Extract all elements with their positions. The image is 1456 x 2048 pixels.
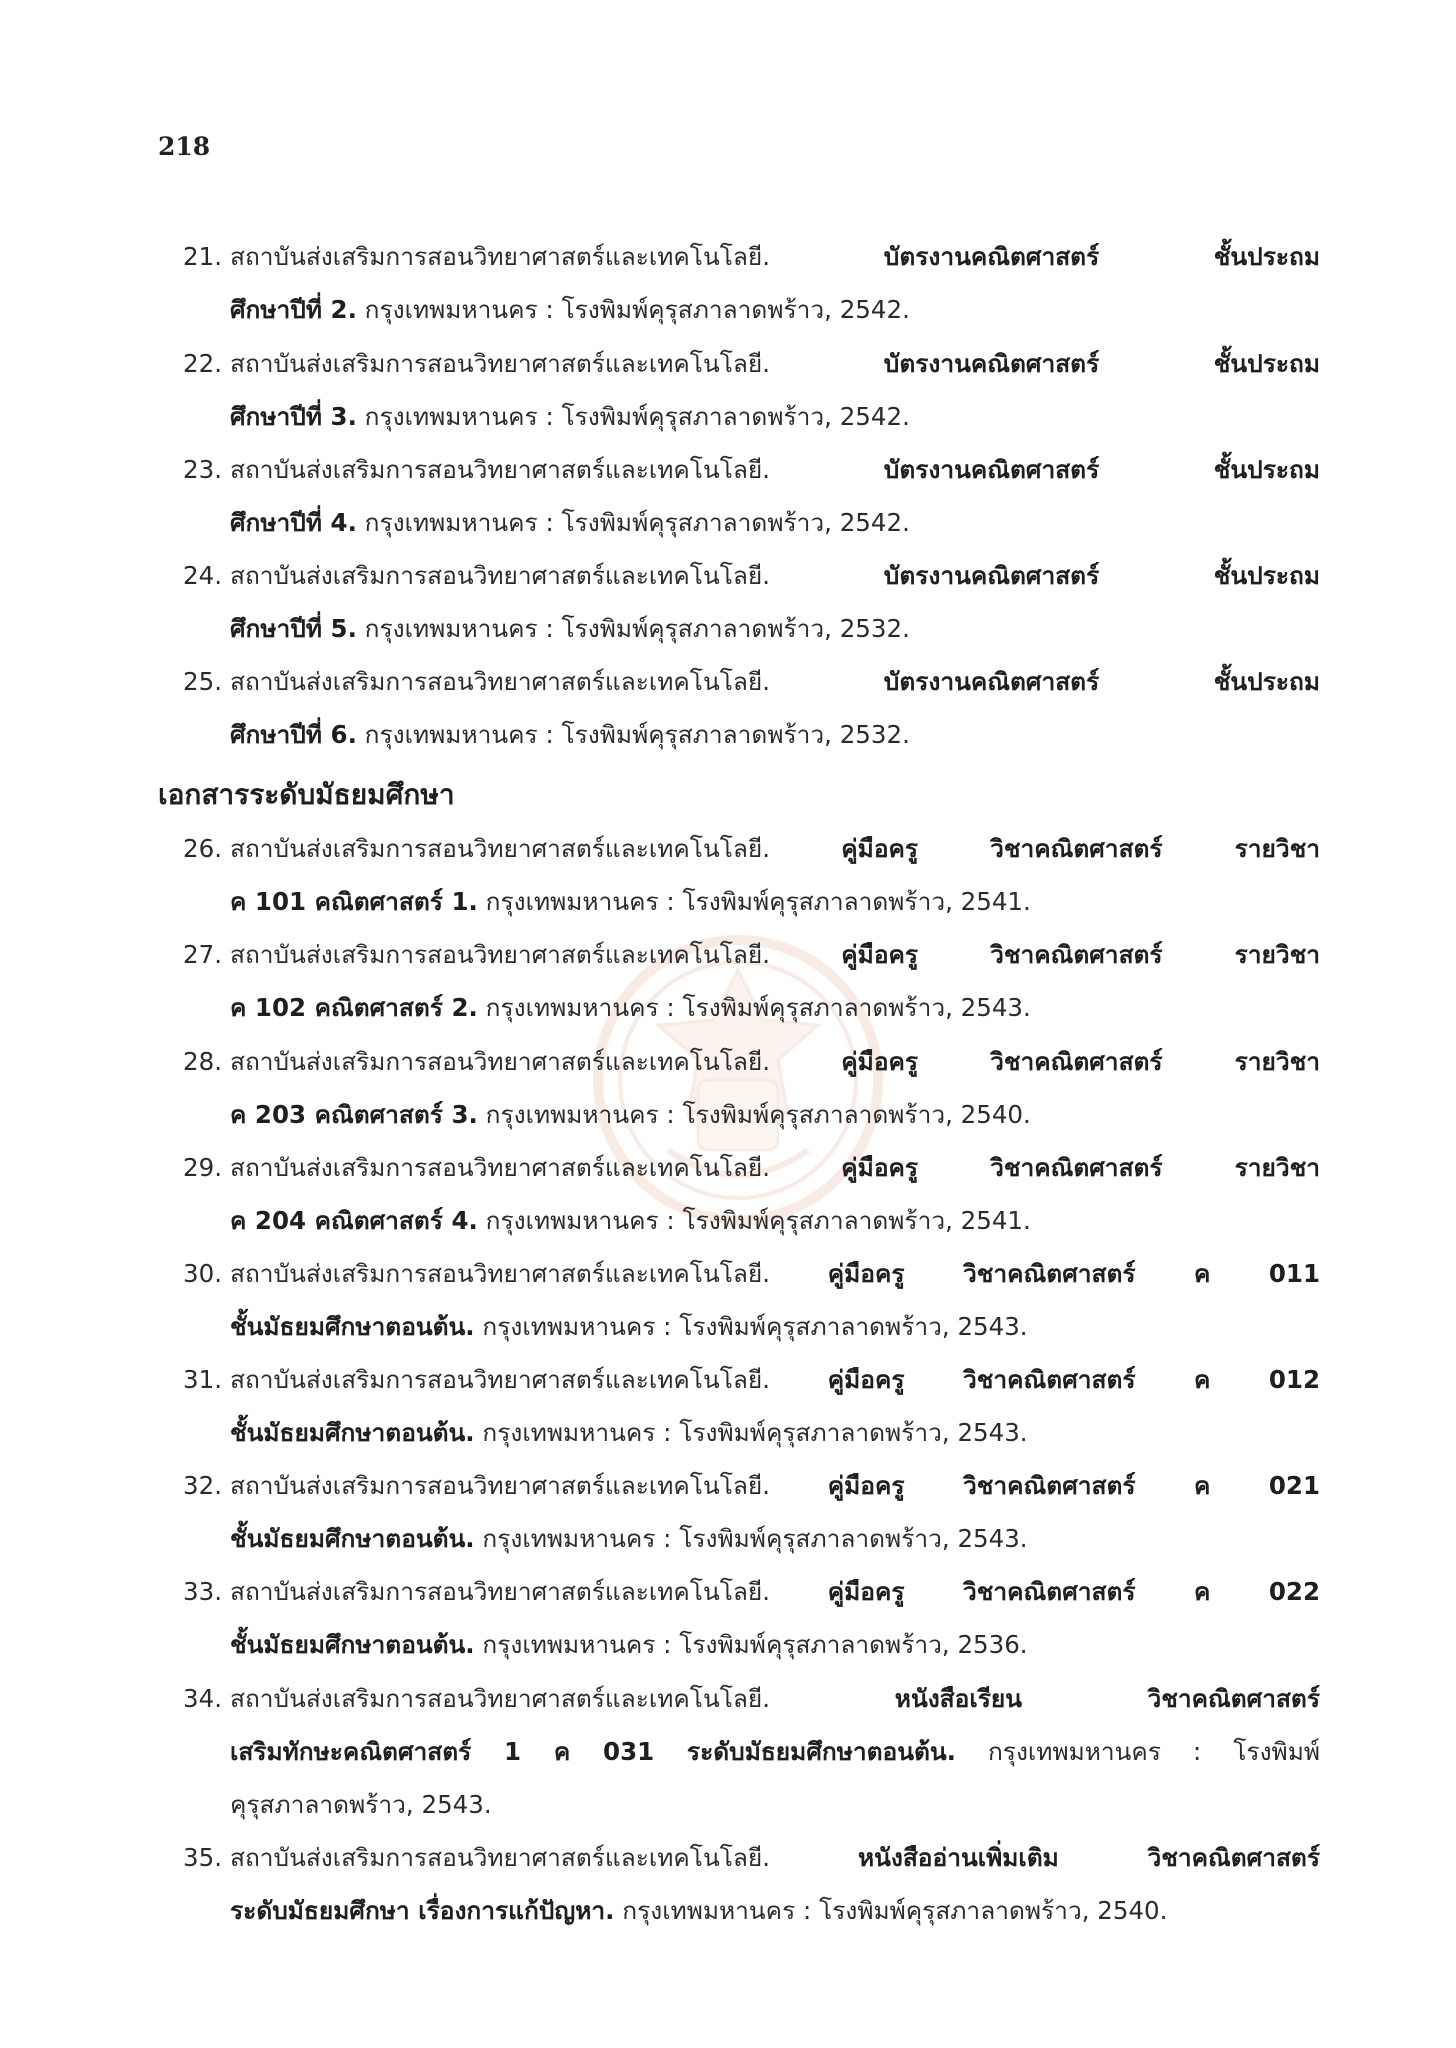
- list-item: [170, 1672, 1320, 1831]
- reference-title: คู่มือครู วิชาคณิตศาสตร์ ค 022: [827, 1577, 1320, 1606]
- reference-title-cont: ค 203 คณิตศาสตร์ 3.: [230, 1100, 478, 1129]
- reference-number: 29.: [183, 1153, 222, 1182]
- reference-title: บัตรงานคณิตศาสตร์ ชั้นประถม: [883, 455, 1320, 484]
- reference-number: 30.: [183, 1259, 222, 1288]
- reference-title: หนังสืออ่านเพิ่มเติม วิชาคณิตศาสตร์: [857, 1843, 1320, 1872]
- reference-publisher: สถาบันส่งเสริมการสอนวิทยาศาสตร์และเทคโนโลยี.: [230, 1843, 858, 1872]
- list-item: [170, 230, 1320, 336]
- reference-number: 25.: [183, 667, 222, 696]
- reference-publisher: สถาบันส่งเสริมการสอนวิทยาศาสตร์และเทคโนโลยี.: [230, 455, 884, 484]
- reference-title-cont: ศึกษาปีที่ 4.: [230, 508, 357, 537]
- reference-title: คู่มือครู วิชาคณิตศาสตร์ ค 021: [827, 1471, 1320, 1500]
- reference-imprint: กรุงเทพมหานคร : โรงพิมพ์คุรุสภาลาดพร้าว, 2542.: [356, 508, 910, 537]
- reference-imprint: กรุงเทพมหานคร : โรงพิมพ์คุรุสภาลาดพร้าว, 2532.: [356, 720, 910, 749]
- reference-number: 22.: [183, 349, 222, 378]
- section-heading: เอกสารระดับมัธยมศึกษา: [158, 778, 455, 811]
- reference-title: บัตรงานคณิตศาสตร์ ชั้นประถม: [883, 561, 1320, 590]
- reference-imprint-cont: คุรุสภาลาดพร้าว, 2543.: [230, 1790, 492, 1819]
- reference-publisher: สถาบันส่งเสริมการสอนวิทยาศาสตร์และเทคโนโลยี.: [230, 242, 884, 271]
- reference-title: บัตรงานคณิตศาสตร์ ชั้นประถม: [883, 667, 1320, 696]
- reference-imprint: กรุงเทพมหานคร : โรงพิมพ์คุรุสภาลาดพร้าว, 2536.: [474, 1630, 1028, 1659]
- reference-imprint: กรุงเทพมหานคร : โรงพิมพ์คุรุสภาลาดพร้าว, 2540.: [614, 1896, 1168, 1925]
- reference-publisher: สถาบันส่งเสริมการสอนวิทยาศาสตร์และเทคโนโลยี.: [230, 1259, 828, 1288]
- list-item: [170, 549, 1320, 655]
- reference-imprint: กรุงเทพมหานคร : โรงพิมพ์: [955, 1737, 1320, 1766]
- reference-imprint: กรุงเทพมหานคร : โรงพิมพ์คุรุสภาลาดพร้าว, 2543.: [474, 1524, 1028, 1553]
- list-item: [170, 1247, 1320, 1353]
- reference-title-cont: ศึกษาปีที่ 5.: [230, 614, 357, 643]
- list-item: [170, 337, 1320, 443]
- reference-number: 33.: [183, 1577, 222, 1606]
- list-item: [170, 443, 1320, 549]
- list-item: [170, 655, 1320, 761]
- reference-title: คู่มือครู วิชาคณิตศาสตร์ รายวิชา: [841, 1047, 1320, 1076]
- reference-imprint: กรุงเทพมหานคร : โรงพิมพ์คุรุสภาลาดพร้าว, 2542.: [356, 402, 910, 431]
- reference-publisher: สถาบันส่งเสริมการสอนวิทยาศาสตร์และเทคโนโลยี.: [230, 1471, 828, 1500]
- reference-publisher: สถาบันส่งเสริมการสอนวิทยาศาสตร์และเทคโนโลยี.: [230, 1684, 895, 1713]
- reference-publisher: สถาบันส่งเสริมการสอนวิทยาศาสตร์และเทคโนโลยี.: [230, 1365, 828, 1394]
- reference-title: คู่มือครู วิชาคณิตศาสตร์ รายวิชา: [841, 940, 1320, 969]
- list-item: [170, 928, 1320, 1034]
- reference-title-cont: เสริมทักษะคณิตศาสตร์ 1 ค 031 ระดับมัธยมศึกษาตอนต้น.: [230, 1737, 956, 1766]
- reference-publisher: สถาบันส่งเสริมการสอนวิทยาศาสตร์และเทคโนโลยี.: [230, 940, 842, 969]
- reference-title-cont: ชั้นมัธยมศึกษาตอนต้น.: [230, 1524, 475, 1553]
- reference-publisher: สถาบันส่งเสริมการสอนวิทยาศาสตร์และเทคโนโลยี.: [230, 1577, 828, 1606]
- reference-imprint: กรุงเทพมหานคร : โรงพิมพ์คุรุสภาลาดพร้าว, 2543.: [474, 1418, 1028, 1447]
- list-item: [170, 1141, 1320, 1247]
- reference-title: คู่มือครู วิชาคณิตศาสตร์ รายวิชา: [841, 834, 1320, 863]
- reference-title-cont: ศึกษาปีที่ 2.: [230, 295, 357, 324]
- reference-title: บัตรงานคณิตศาสตร์ ชั้นประถม: [883, 349, 1320, 378]
- reference-number: 31.: [183, 1365, 222, 1394]
- reference-imprint: กรุงเทพมหานคร : โรงพิมพ์คุรุสภาลาดพร้าว, 2532.: [356, 614, 910, 643]
- list-item: [170, 1353, 1320, 1459]
- reference-number: 24.: [183, 561, 222, 590]
- reference-number: 23.: [183, 455, 222, 484]
- reference-imprint: กรุงเทพมหานคร : โรงพิมพ์คุรุสภาลาดพร้าว, 2540.: [477, 1100, 1031, 1129]
- reference-title: คู่มือครู วิชาคณิตศาสตร์ รายวิชา: [841, 1153, 1320, 1182]
- reference-publisher: สถาบันส่งเสริมการสอนวิทยาศาสตร์และเทคโนโลยี.: [230, 1153, 842, 1182]
- reference-publisher: สถาบันส่งเสริมการสอนวิทยาศาสตร์และเทคโนโลยี.: [230, 561, 884, 590]
- reference-publisher: สถาบันส่งเสริมการสอนวิทยาศาสตร์และเทคโนโลยี.: [230, 1047, 842, 1076]
- page-number: 218: [158, 132, 211, 161]
- reference-title-cont: ค 204 คณิตศาสตร์ 4.: [230, 1206, 478, 1235]
- reference-title: คู่มือครู วิชาคณิตศาสตร์ ค 011: [827, 1259, 1320, 1288]
- list-item: [170, 1459, 1320, 1565]
- reference-number: 26.: [183, 834, 222, 863]
- reference-number: 27.: [183, 940, 222, 969]
- reference-title-cont: ระดับมัธยมศึกษา เรื่องการแก้ปัญหา.: [230, 1896, 615, 1925]
- reference-number: 28.: [183, 1047, 222, 1076]
- reference-number: 21.: [183, 242, 222, 271]
- reference-publisher: สถาบันส่งเสริมการสอนวิทยาศาสตร์และเทคโนโลยี.: [230, 667, 884, 696]
- reference-title: บัตรงานคณิตศาสตร์ ชั้นประถม: [883, 242, 1320, 271]
- reference-publisher: สถาบันส่งเสริมการสอนวิทยาศาสตร์และเทคโนโลยี.: [230, 349, 884, 378]
- reference-title-cont: ชั้นมัธยมศึกษาตอนต้น.: [230, 1630, 475, 1659]
- reference-title-cont: ชั้นมัธยมศึกษาตอนต้น.: [230, 1312, 475, 1341]
- list-item: [170, 1035, 1320, 1141]
- reference-imprint: กรุงเทพมหานคร : โรงพิมพ์คุรุสภาลาดพร้าว, 2543.: [474, 1312, 1028, 1341]
- reference-title: หนังสือเรียน วิชาคณิตศาสตร์: [894, 1684, 1320, 1713]
- reference-imprint: กรุงเทพมหานคร : โรงพิมพ์คุรุสภาลาดพร้าว, 2542.: [356, 295, 910, 324]
- reference-number: 32.: [183, 1471, 222, 1500]
- list-item: [170, 1831, 1320, 1937]
- reference-title-cont: ค 102 คณิตศาสตร์ 2.: [230, 993, 478, 1022]
- reference-title-cont: ค 101 คณิตศาสตร์ 1.: [230, 887, 478, 916]
- reference-number: 34.: [183, 1684, 222, 1713]
- reference-title-cont: ชั้นมัธยมศึกษาตอนต้น.: [230, 1418, 475, 1447]
- reference-number: 35.: [183, 1843, 222, 1872]
- reference-title-cont: ศึกษาปีที่ 6.: [230, 720, 357, 749]
- reference-imprint: กรุงเทพมหานคร : โรงพิมพ์คุรุสภาลาดพร้าว, 2541.: [477, 1206, 1031, 1235]
- reference-imprint: กรุงเทพมหานคร : โรงพิมพ์คุรุสภาลาดพร้าว, 2541.: [477, 887, 1031, 916]
- reference-imprint: กรุงเทพมหานคร : โรงพิมพ์คุรุสภาลาดพร้าว, 2543.: [477, 993, 1031, 1022]
- reference-title: คู่มือครู วิชาคณิตศาสตร์ ค 012: [827, 1365, 1320, 1394]
- reference-title-cont: ศึกษาปีที่ 3.: [230, 402, 357, 431]
- list-item: [170, 822, 1320, 928]
- reference-publisher: สถาบันส่งเสริมการสอนวิทยาศาสตร์และเทคโนโลยี.: [230, 834, 842, 863]
- list-item: [170, 1565, 1320, 1671]
